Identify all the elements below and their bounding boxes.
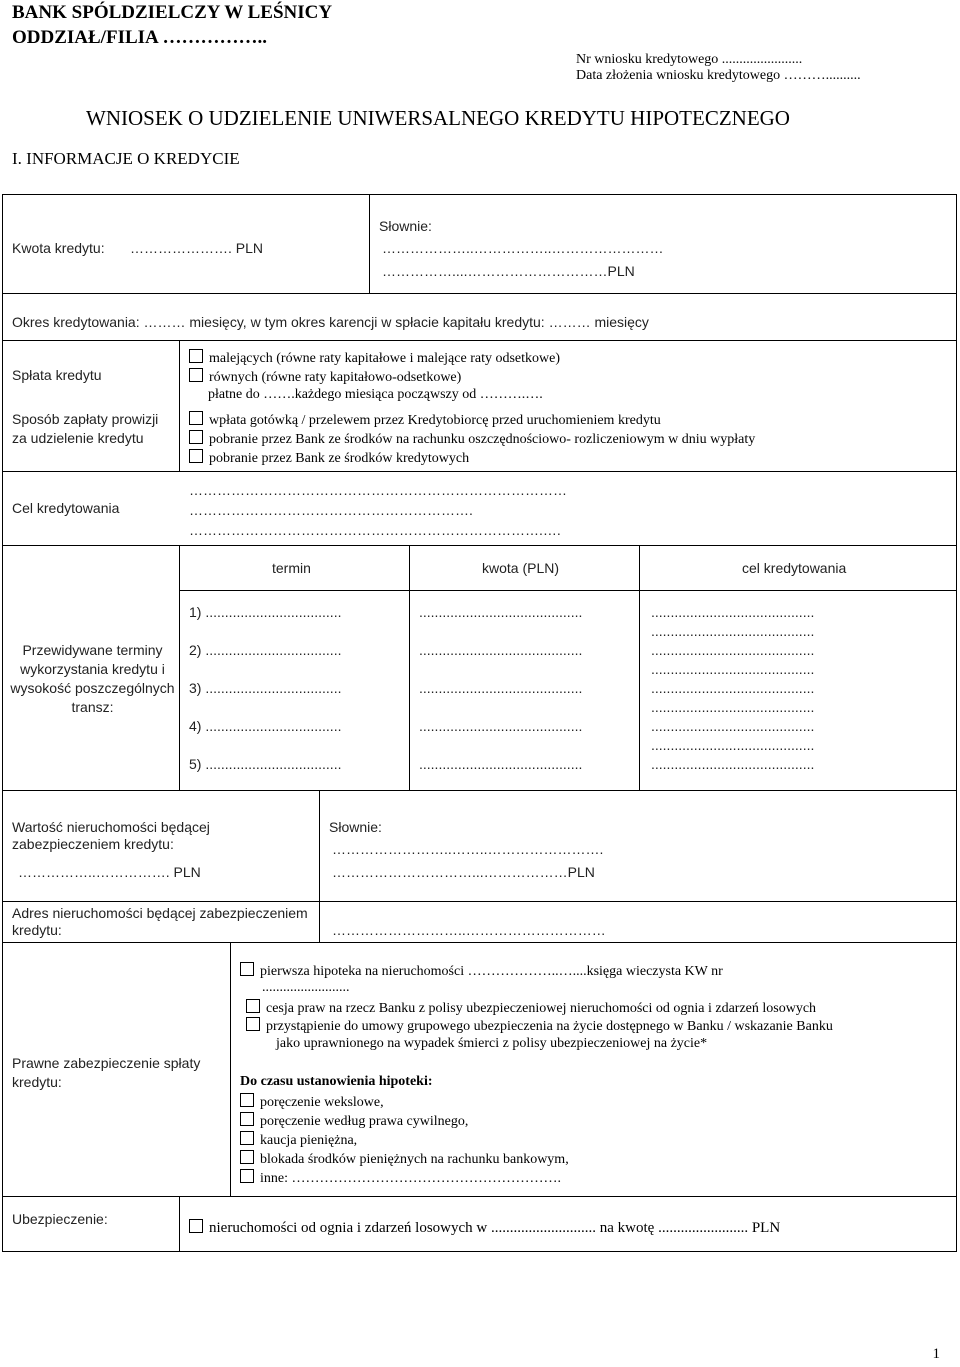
property-value-words-label: Słownie: xyxy=(329,819,382,835)
until-mortgage-option[interactable] xyxy=(240,1150,569,1168)
tranche-amount-field[interactable]: .......................................... xyxy=(419,642,583,658)
until-mortgage-option-label: inne: …………………………………………………. xyxy=(260,1171,561,1186)
amount-field[interactable]: …………………. PLN xyxy=(130,240,264,256)
until-mortgage-option-label: blokada środków pieniężnych na rachunku bankowym, xyxy=(260,1152,569,1167)
checkbox-icon[interactable] xyxy=(189,349,203,363)
purpose-line1[interactable]: ……………………………………………………………………… xyxy=(189,482,567,498)
property-address-field[interactable]: ………………………..………………………… xyxy=(332,922,606,938)
checkbox-icon[interactable] xyxy=(189,430,203,444)
checkbox-icon[interactable] xyxy=(240,1131,254,1145)
tranche-amount-field[interactable]: .......................................... xyxy=(419,604,583,620)
bank-name: BANK SPÓLDZIELCZY W LEŚNICY xyxy=(12,2,333,23)
tranche-term-field[interactable]: 4) ................................... xyxy=(189,718,342,734)
until-mortgage-option-label: kaucja pieniężna, xyxy=(260,1133,358,1148)
tranche-purpose-field[interactable]: .......................................... xyxy=(651,604,815,620)
commission-option-credit[interactable] xyxy=(189,449,469,467)
checkbox-icon[interactable] xyxy=(189,411,203,425)
checkbox-icon[interactable] xyxy=(240,1112,254,1126)
checkbox-icon[interactable] xyxy=(246,1017,260,1031)
land-register-number-field[interactable]: ......................... xyxy=(262,980,350,995)
until-mortgage-option-label: poręczenie według prawa cywilnego, xyxy=(260,1114,469,1129)
security-option-group-insurance[interactable] xyxy=(246,1017,833,1035)
security-option-assignment[interactable] xyxy=(246,999,816,1017)
tranche-purpose-field[interactable]: .......................................... xyxy=(651,623,815,639)
checkbox-icon[interactable] xyxy=(189,449,203,463)
until-mortgage-option[interactable] xyxy=(240,1112,468,1130)
tranche-term-field[interactable]: 5) ................................... xyxy=(189,756,342,772)
tranche-amount-field[interactable]: .......................................... xyxy=(419,680,583,696)
tranche-purpose-field[interactable]: .......................................... xyxy=(651,661,815,677)
purpose-line3[interactable]: ………………………………………………………………….…. xyxy=(189,522,561,538)
property-value-field[interactable]: ……………..……………. PLN xyxy=(18,864,201,880)
until-mortgage-option[interactable] xyxy=(240,1169,561,1187)
amount-words-label: Słownie: xyxy=(379,218,432,234)
security-option-mortgage-label: pierwsza hipoteka na nieruchomości ………………..…....księga wieczysta KW nr xyxy=(260,964,723,979)
tranche-term-field[interactable]: 1) ................................... xyxy=(189,604,342,620)
application-number-field[interactable]: Nr wniosku kredytowego ....................... xyxy=(576,52,803,67)
tranche-amount-field[interactable]: .......................................... xyxy=(419,718,583,734)
tranche-col-purpose: cel kredytowania xyxy=(742,560,847,576)
tranche-term-field[interactable]: 2) ................................... xyxy=(189,642,342,658)
tranche-purpose-field[interactable]: .......................................... xyxy=(651,699,815,715)
tranche-purpose-field[interactable]: .......................................... xyxy=(651,680,815,696)
page-number: 1 xyxy=(932,1346,940,1362)
repayment-label: Spłata kredytu xyxy=(12,367,102,383)
commission-option-cash[interactable] xyxy=(189,411,661,429)
amount-words-line1[interactable]: ………………..……………..…………………… xyxy=(382,240,664,256)
checkbox-icon[interactable] xyxy=(240,1150,254,1164)
credit-period-field[interactable]: Okres kredytowania: ……… miesięcy, w tym okres karencji w spłacie kapitału kredytu: ……… miesięcy xyxy=(12,314,649,330)
tranche-term-field[interactable]: 3) ................................... xyxy=(189,680,342,696)
checkbox-icon[interactable] xyxy=(189,368,203,382)
repayment-due-field[interactable]: płatne do …….każdego miesiąca począwszy od ……….…. xyxy=(208,387,543,402)
commission-label: Sposób zapłaty prowizji za udzielenie kredytu xyxy=(12,411,159,446)
branch-field[interactable]: ODDZIAŁ/FILIA …………….. xyxy=(12,27,267,48)
security-option-group-insurance-cont: jako uprawnionego na wypadek śmierci z polisy ubezpieczeniowej na życie* xyxy=(276,1036,708,1051)
application-date-field[interactable]: Data złożenia wniosku kredytowego ……….......... xyxy=(576,68,861,83)
tranche-purpose-field[interactable]: .......................................... xyxy=(651,642,815,658)
tranche-col-amount: kwota (PLN) xyxy=(482,560,560,576)
property-value-words-line1[interactable]: ……………………..……..……………………. xyxy=(332,841,604,857)
commission-option-account[interactable] xyxy=(189,430,755,448)
tranche-purpose-field[interactable]: .......................................... xyxy=(651,756,815,772)
purpose-label: Cel kredytowania xyxy=(12,500,120,516)
commission-option-credit-label: pobranie przez Bank ze środków kredytowych xyxy=(209,451,470,466)
repayment-option-decreasing-label: malejących (równe raty kapitałowe i malejące raty odsetkowe) xyxy=(209,351,561,366)
repayment-option-equal-label: równych (równe raty kapitałowo-odsetkowe) xyxy=(209,370,462,385)
tranche-amount-field[interactable]: .......................................... xyxy=(419,756,583,772)
checkbox-icon[interactable] xyxy=(240,1093,254,1107)
security-option-assignment-label: cesja praw na rzecz Banku z polisy ubezpieczeniowej nieruchomości od ognia i zdarzeń losowych xyxy=(266,1001,817,1016)
form-title: WNIOSEK O UDZIELENIE UNIWERSALNEGO KREDYTU HIPOTECZNEGO xyxy=(86,106,790,130)
checkbox-icon[interactable] xyxy=(240,962,254,976)
amount-label: Kwota kredytu: xyxy=(12,240,105,256)
commission-option-cash-label: wpłata gotówką / przelewem przez Kredytobiorcę przed uruchomieniem kredytu xyxy=(209,413,661,428)
insurance-option-label: nieruchomości od ognia i zdarzeń losowych w ............................ na kwotę ........................ PLN xyxy=(209,1220,781,1236)
until-mortgage-option[interactable] xyxy=(240,1131,357,1149)
checkbox-icon[interactable] xyxy=(189,1219,203,1233)
repayment-option-equal[interactable] xyxy=(189,368,461,386)
until-mortgage-option[interactable] xyxy=(240,1093,384,1111)
tranche-purpose-field[interactable]: .......................................... xyxy=(651,737,815,753)
until-mortgage-option-label: poręczenie wekslowe, xyxy=(260,1095,384,1110)
repayment-option-decreasing[interactable] xyxy=(189,349,560,367)
amount-words-line2[interactable]: ……………....…………………………PLN xyxy=(382,263,635,279)
purpose-line2[interactable]: ……………………………………………………. xyxy=(189,502,473,518)
security-option-group-insurance-label: przystąpienie do umowy grupowego ubezpieczenia na życie dostępnego w Banku / wskazanie Banku xyxy=(266,1019,833,1034)
tranche-col-term: termin xyxy=(272,560,311,576)
security-option-mortgage[interactable] xyxy=(240,962,723,980)
until-mortgage-heading: Do czasu ustanowienia hipoteki: xyxy=(240,1074,433,1089)
property-value-words-line2[interactable]: …………………………...………………PLN xyxy=(332,864,595,880)
checkbox-icon[interactable] xyxy=(240,1169,254,1183)
section-title: I. INFORMACJE O KREDYCIE xyxy=(12,149,240,168)
tranche-purpose-field[interactable]: .......................................... xyxy=(651,718,815,734)
insurance-option[interactable] xyxy=(189,1219,780,1237)
checkbox-icon[interactable] xyxy=(246,999,260,1013)
security-label: Prawne zabezpieczenie spłaty kredytu: xyxy=(12,1055,201,1090)
tranches-label: Przewidywane terminy wykorzystania kredytu i wysokość poszczególnych transz: xyxy=(10,642,175,715)
property-value-label: Wartość nieruchomości będącej zabezpieczeniem kredytu: xyxy=(12,819,210,852)
commission-option-account-label: pobranie przez Bank ze środków na rachunku oszczędnościowo- rozliczeniowym w dniu wypłaty xyxy=(209,432,756,447)
insurance-label: Ubezpieczenie: xyxy=(12,1211,108,1227)
property-address-label: Adres nieruchomości będącej zabezpieczeniem kredytu: xyxy=(12,905,308,938)
